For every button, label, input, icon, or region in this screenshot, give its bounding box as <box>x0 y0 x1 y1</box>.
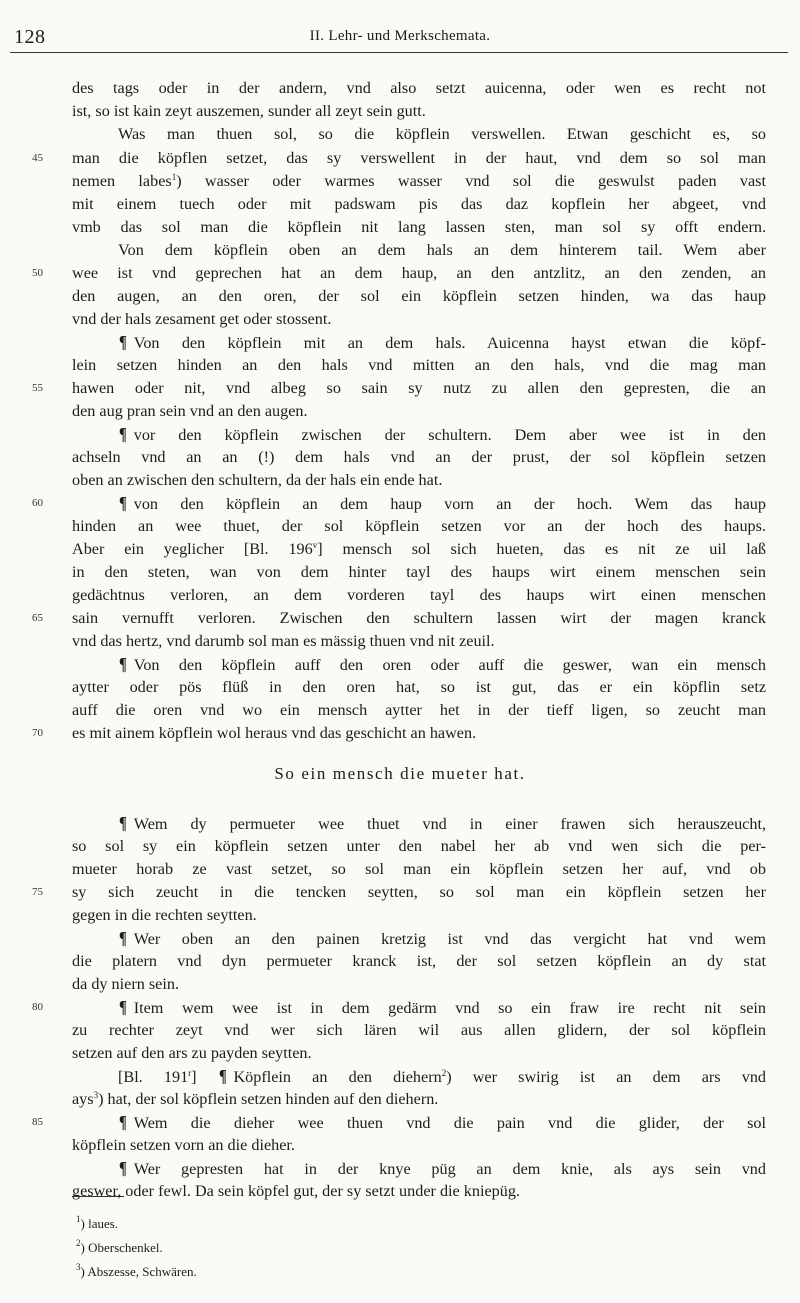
text-line: nemen labes$^1$) wasser oder warmes wasser vnd sol die geswulst paden vast <box>72 172 766 190</box>
text-line: geswer, oder fewl. Da sein köpfel gut, der sy setzt under die kniepüg. <box>72 1182 520 1200</box>
text-line: mueter horab ze vast setzet, so sol man ein köpflein setzen her auf, vnd ob <box>72 860 766 878</box>
text-line: gegen in die rechten seytten. <box>72 906 257 924</box>
text-line: den augen, an den oren, der sol ein köpflein setzen hinden, wa das haup <box>72 287 766 305</box>
text-line: ¶ Von den köpflein mit an dem hals. Auicenna hayst etwan die köpf- <box>118 332 766 352</box>
line-number: 80 <box>32 1001 43 1013</box>
text-line: den aug pran sein vnd an den augen. <box>72 402 308 420</box>
pilcrow-mark: ¶ <box>118 332 127 352</box>
text-line: sy sich zeucht in die tencken seytten, so sol man ein köpflein setzen her <box>72 883 766 901</box>
text-line: man die köpflen setzet, das sy verswellent in der haut, vnd dem so sol man <box>72 149 766 167</box>
footnote: $^1$) laues. <box>76 1214 119 1231</box>
text-line: setzen auf den ars zu payden seytten. <box>72 1044 312 1062</box>
line-number: 50 <box>32 267 43 279</box>
text-line: Von dem köpflein oben an dem hals an dem hinterem tail. Wem aber <box>118 241 766 259</box>
text-line: ¶ Wer oben an den painen kretzig ist vnd das vergicht hat vnd wem <box>118 928 766 948</box>
text-line: ¶ von den köpflein an dem haup vorn an der hoch. Wem das haup <box>118 493 766 513</box>
text-line: auff die oren vnd wo ein mensch aytter het in der tieff ligen, so zeucht man <box>72 701 766 719</box>
text-line: aytter oder pös flüß in den oren hat, so ist gut, das er ein köpflin setz <box>72 678 766 696</box>
pilcrow-mark: ¶ <box>218 1066 227 1086</box>
text-line: sain vernufft verloren. Zwischen den schultern lassen wirt der magen kranck <box>72 609 766 627</box>
text-line: in den steten, wan von dem hinter tayl des haups wirt einem menschen sein <box>72 563 766 581</box>
text-line: ¶ Item wem wee ist in dem gedärm vnd so ein fraw ire recht nit sein <box>118 997 766 1017</box>
text-line: ¶ Von den köpflein auff den oren oder auff die geswer, wan ein mensch <box>118 654 766 674</box>
line-number: 65 <box>32 612 43 624</box>
pilcrow-mark: ¶ <box>118 424 127 444</box>
pilcrow-mark: ¶ <box>118 1158 127 1178</box>
text-line: ¶ Wer gepresten hat in der knye püg an dem knie, als ays sein vnd <box>118 1158 766 1178</box>
line-number: 60 <box>32 497 43 509</box>
line-number: 55 <box>32 382 43 394</box>
text-line: ist, so ist kain zeyt auszemen, sunder all zeyt sein gutt. <box>72 102 426 120</box>
text-line: köpflein setzen vorn an die dieher. <box>72 1136 295 1154</box>
pilcrow-mark: ¶ <box>118 997 127 1017</box>
footnote-rule <box>72 1196 124 1197</box>
text-line: lein setzen hinden an den hals vnd mitten an den hals, vnd die mag man <box>72 356 766 374</box>
text-line: ays$^3$) hat, der sol köpflein setzen hinden auf den diehern. <box>72 1090 439 1108</box>
text-line: ¶ Wem die dieher wee thuen vnd die pain vnd die glider, der sol <box>118 1112 766 1132</box>
footnote: $^3$) Abszesse, Schwären. <box>76 1262 197 1279</box>
pilcrow-mark: ¶ <box>118 928 127 948</box>
text-line: mit einem tuech oder mit padswam pis das daz kopflein her abgeet, vnd <box>72 195 766 213</box>
header-rule <box>10 52 788 53</box>
pilcrow-mark: ¶ <box>118 654 127 674</box>
text-line: vnd der hals zesament get oder stossent. <box>72 310 332 328</box>
line-number: 75 <box>32 886 43 898</box>
running-title: II. Lehr- und Merkschemata. <box>309 28 491 44</box>
text-line: hinden an wee thuet, der sol köpflein setzen vor an der hoch des haups. <box>72 517 766 535</box>
line-number: 70 <box>32 727 43 739</box>
text-line: oben an zwischen den schultern, da der hals ein ende hat. <box>72 471 443 489</box>
text-line: so sol sy ein köpflein setzen unter den nabel her ab vnd wen sich die per- <box>72 837 766 855</box>
text-line: vnd das hertz, vnd darumb sol man es mässig thuen vnd nit zeuil. <box>72 632 495 650</box>
text-line: hawen oder nit, vnd albeg so sain sy nutz zu allen den gepresten, die an <box>72 379 766 397</box>
page-number: 128 <box>14 26 46 48</box>
text-line: da dy niern sein. <box>72 975 179 993</box>
text-line: wee ist vnd geprechen hat an dem haup, an den antzlitz, an den zenden, an <box>72 264 766 282</box>
pilcrow-mark: ¶ <box>118 493 127 513</box>
text-line: Was man thuen sol, so die köpflein verswellen. Etwan geschicht es, so <box>118 125 766 143</box>
section-heading: So ein mensch die mueter hat. <box>274 764 526 783</box>
page-header <box>0 22 800 52</box>
text-line: vmb das sol man die köpflein nit lang lassen sten, man sol sy offt endern. <box>72 218 766 236</box>
text-line: achseln vnd an an (!) dem hals vnd an der prust, der sol köpflein setzen <box>72 448 766 466</box>
pilcrow-mark: ¶ <box>118 1112 127 1132</box>
text-line: ¶ Wem dy permueter wee thuet vnd in einer frawen sich herauszeucht, <box>118 813 766 833</box>
text-line: es mit ainem köpflein wol heraus vnd das geschicht an hawen. <box>72 724 477 742</box>
pilcrow-mark: ¶ <box>118 813 127 833</box>
text-line: gedächtnus verloren, an dem vorderen tayl des haups wirt einen menschen <box>72 586 766 604</box>
text-line: des tags oder in der andern, vnd also setzt auicenna, oder wen es recht not <box>72 79 766 97</box>
text-line: ¶ vor den köpflein zwischen der schultern. Dem aber wee ist in den <box>118 424 766 444</box>
footnote: $^2$) Oberschenkel. <box>76 1238 163 1255</box>
text-line: zu rechter zeyt vnd wer sich lären wil aus allen glidern, der sol köpflein <box>72 1021 766 1039</box>
text-line: Aber ein yeglicher [Bl. 196$^v$] mensch sol sich hueten, das es nit ze uil laß <box>72 540 767 558</box>
line-number: 45 <box>32 152 43 164</box>
text-line: die platern vnd dyn permueter kranck ist, der sol setzen köpflein an dy stat <box>72 952 766 970</box>
text-line: [Bl. 191$^r$] ¶ Köpflein an den diehern$^2$) wer swirig ist an dem ars vnd <box>118 1066 767 1086</box>
line-number: 85 <box>32 1116 43 1128</box>
